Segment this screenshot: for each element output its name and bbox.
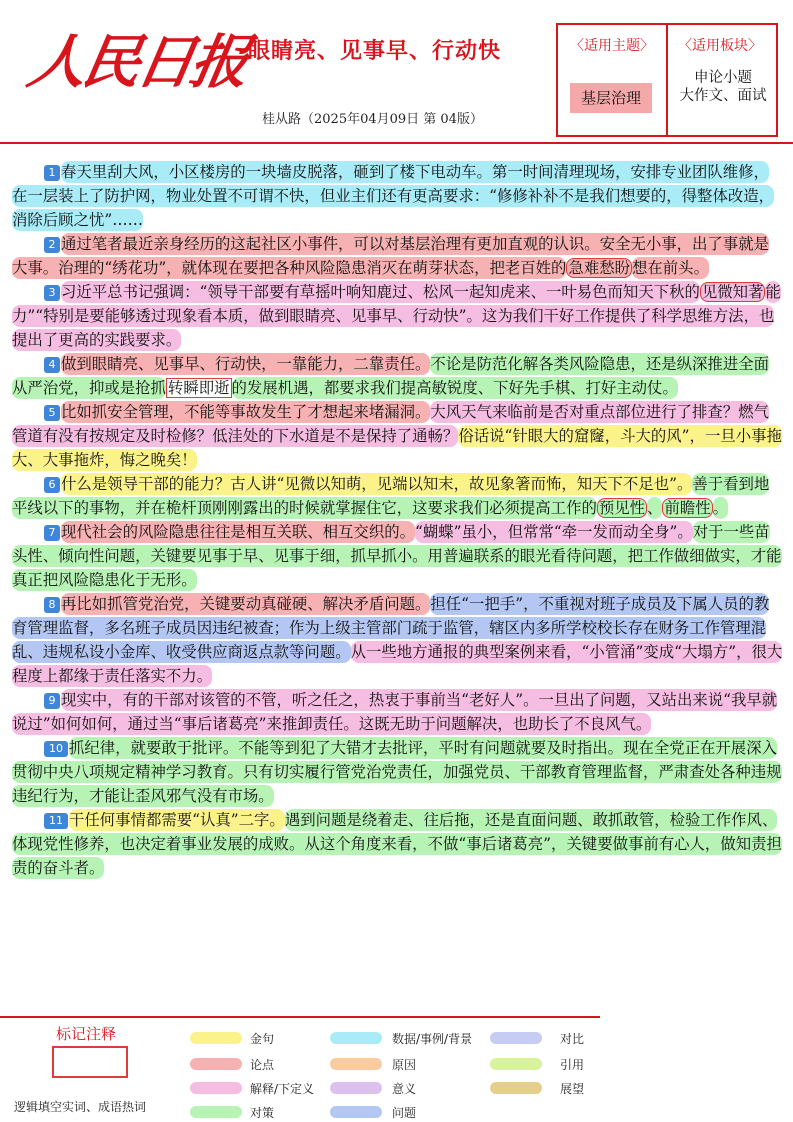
paragraph-10 (12, 736, 784, 808)
paragraph-number-badge: 10 (44, 741, 68, 757)
highlight-segment: 春天里刮大风，小区楼房的一块墙皮脱落，砸到了楼下电动车。第一时间清理现场，安排专业团队维修，在一层装上了防护网，物业处置不可谓不快，但业主们还有更高要求：“修修补补不是我们想要的，得整体改造，消除后顾之忧”…… (12, 163, 775, 229)
highlight-segment: “蝴蝶”虽小，但常常“牵一发而动全身”。 (415, 523, 693, 541)
highlight-segment: 不论是防范化解各类风险隐患，还是纵深推进全面从严治党，抑或是抢抓 (12, 355, 769, 397)
legend-label-quote: 引用 (560, 1058, 585, 1072)
legend-swatch-measure (190, 1106, 242, 1118)
highlight-segment: 从一些地方通报的典型案例来看，“小管涌”变成“大塌方”，很大程度上都缘于责任落实不力。 (12, 643, 783, 685)
legend-swatch-argument (190, 1058, 242, 1070)
topic-header: 〈适用主题〉 (570, 38, 654, 54)
keyword-box: 前瞻性 (664, 499, 711, 517)
keyword-box: 见微知著 (701, 283, 764, 301)
legend-swatch-meaning (330, 1082, 382, 1094)
highlight-segment: 大风天气来临前是否对重点部位进行了排查？燃气管道有没有按规定及时检修？低洼处的下水道是不是保持了通畅？ (12, 403, 769, 445)
topic-tag: 基层治理 (570, 83, 652, 113)
highlight-segment: 现代社会的风险隐患往往是相互关联、相互交织的。 (61, 523, 415, 541)
keyword-box: 急难愁盼 (568, 259, 630, 277)
legend-label-measure: 对策 (250, 1106, 275, 1120)
svg-text:人民日报: 人民日报 (22, 27, 252, 96)
highlight-segment: 习近平总书记强调：“领导干部要有草摇叶响知鹿过、松风一起知虎来、一叶易色而知天下秋的 (61, 283, 700, 301)
legend-title: 标记注释 (56, 1025, 117, 1043)
paragraph-9 (12, 688, 784, 736)
legend-label-outlook: 展望 (560, 1082, 585, 1096)
paragraph-2 (12, 232, 784, 280)
paragraph-7 (12, 520, 784, 592)
paragraph-11 (12, 808, 784, 880)
highlight-segment: 比如抓安全管理，不能等事故发生了才想起来堵漏洞。 (61, 403, 431, 421)
legend-swatch-gold (190, 1032, 242, 1044)
legend-box-note: 逻辑填空实词、成语热词 (14, 1100, 147, 1114)
legend-swatch-cause (330, 1058, 382, 1070)
byline: 桂从路（2025年04月09日 第 04版） (262, 112, 483, 127)
board-header: 〈适用板块〉 (678, 38, 762, 54)
legend-swatch-data (330, 1032, 382, 1044)
highlight-segment: 担任“一把手”，不重视对班子成员及下属人员的教育管理监督，多名班子成员因违纪被查；作为上级主管部门疏于监管，辖区内多所学校校长存在财务工作管理混乱、违规私设小金库、收受供应商返点款等问题。 (12, 595, 770, 661)
highlight-segment: 对于一些苗头性、倾向性问题，关键要见事于早、见事于细，抓早抓小。用普遍联系的眼光看待问题，把工作做细做实，才能真正把风险隐患化于无形。 (12, 523, 782, 589)
paragraph-number-badge: 3 (44, 285, 60, 301)
legend-label-meaning: 意义 (392, 1082, 417, 1096)
header-rule (0, 142, 793, 144)
paragraph-6 (12, 472, 784, 520)
highlight-segment: 做到眼睛亮、见事早、行动快，一靠能力，二靠责任。 (61, 355, 431, 373)
paragraph-number-badge: 9 (44, 693, 60, 709)
board-line-1: 申论小题 (694, 70, 752, 86)
keyword-box: 转瞬即逝 (167, 379, 230, 397)
highlight-segment: 。 (712, 499, 729, 517)
paragraph-number-badge: 2 (44, 237, 60, 253)
legend-swatch-comparison (490, 1032, 542, 1044)
paragraph-number-badge: 7 (44, 525, 60, 541)
legend-swatch-quote (490, 1058, 542, 1070)
legend-swatch-outlook (490, 1082, 542, 1094)
highlight-segment: 抓纪律，就要敢于批评。不能等到犯了大错才去批评，平时有问题就要及时指出。现在全党正在开展深入贯彻中央八项规定精神学习教育。只有切实履行管党治党责任，加强党员、干部教育管理监督，严肃查处各种违规违纪行为，才能让歪风邪气没有市场。 (12, 739, 782, 805)
highlight-segment: 善于看到地平线以下的事物，并在桅杆顶刚刚露出的时候就掌握住它，这要求我们必须提高工作的 (12, 475, 770, 517)
highlight-segment: 的发展机遇，都要求我们提高敏锐度、下好先手棋、打好主动仗。 (231, 379, 678, 397)
paragraph-8 (12, 592, 784, 688)
article-headline: 眼睛亮、见事早、行动快 (248, 39, 502, 64)
keyword-box: 预见性 (598, 499, 646, 517)
legend-rule (0, 1016, 600, 1018)
paragraph-number-badge: 6 (44, 477, 60, 493)
legend-label-gold: 金句 (250, 1032, 275, 1046)
paragraph-number-badge: 1 (44, 165, 60, 181)
highlight-segment: 、 (647, 499, 663, 517)
highlight-segment: 干任何事情都需要“认真”二字。 (69, 811, 285, 829)
highlight-segment: 俗话说“针眼大的窟窿，斗大的风”，一旦小事拖大、大事拖炸，悔之晚矣！ (12, 427, 782, 469)
highlight-segment: 想在前头。 (632, 259, 709, 277)
meta-divider (666, 25, 668, 135)
highlight-segment: 能力”“特别是要能够透过现象看本质，做到眼睛亮、见事早、行动快”。这为我们干好工作提供了科学思维方法，也提出了更高的实践要求。 (12, 283, 781, 349)
legend-swatch-problem (330, 1106, 382, 1118)
paragraph-1 (12, 160, 784, 232)
legend-label-comparison: 对比 (560, 1032, 585, 1046)
people-daily-logo (22, 22, 252, 96)
highlight-segment: 遇到问题是绕着走、往后拖，还是直面问题、敢抓敢管，检验工作作风、体现党性修养，也决定着事业发展的成败。从这个角度来看，不做“事后诸葛亮”，关键要做事前有心人，做知责担责的奋斗者。 (12, 811, 782, 877)
legend-swatch-definition (190, 1082, 242, 1094)
legend-label-argument: 论点 (250, 1058, 275, 1072)
paragraph-5 (12, 400, 784, 472)
paragraph-4 (12, 352, 784, 400)
paragraph-number-badge: 8 (44, 597, 60, 613)
highlight-segment: 现实中，有的干部对该管的不管，听之任之，热衷于事前当“老好人”。一旦出了问题，又站出来说“我早就说过”如何如何，通过当“事后诸葛亮”来推卸责任。这既无助于问题解决，也助长了不良风气。 (12, 691, 778, 733)
highlight-segment: 什么是领导干部的能力？古人讲“见微以知萌，见端以知末，故见象箸而怖，知天下不足也”。 (61, 475, 693, 493)
board-line-2: 大作文、面试 (679, 88, 767, 104)
legend-label-problem: 问题 (392, 1106, 417, 1120)
paragraph-number-badge: 11 (44, 813, 68, 829)
highlight-segment: 通过笔者最近亲身经历的这起社区小事件，可以对基层治理有更加直观的认识。安全无小事，出了事就是大事。治理的“绣花功”，就体现在要把各种风险隐患消灭在萌芽状态，把老百姓的 (12, 235, 769, 277)
board-list (670, 69, 776, 105)
paragraph-number-badge: 4 (44, 357, 60, 373)
paragraph-3 (12, 280, 784, 352)
legend-box-sample (52, 1046, 128, 1078)
legend-label-definition: 解释/下定义 (250, 1082, 315, 1096)
legend-label-data: 数据/事例/背景 (392, 1032, 473, 1046)
legend-label-cause: 原因 (392, 1058, 417, 1072)
meta-panel (556, 23, 778, 137)
highlight-segment: 再比如抓管党治党，关键要动真碰硬、解决矛盾问题。 (61, 595, 431, 613)
paragraph-number-badge: 5 (44, 405, 60, 421)
article-body (12, 160, 784, 880)
